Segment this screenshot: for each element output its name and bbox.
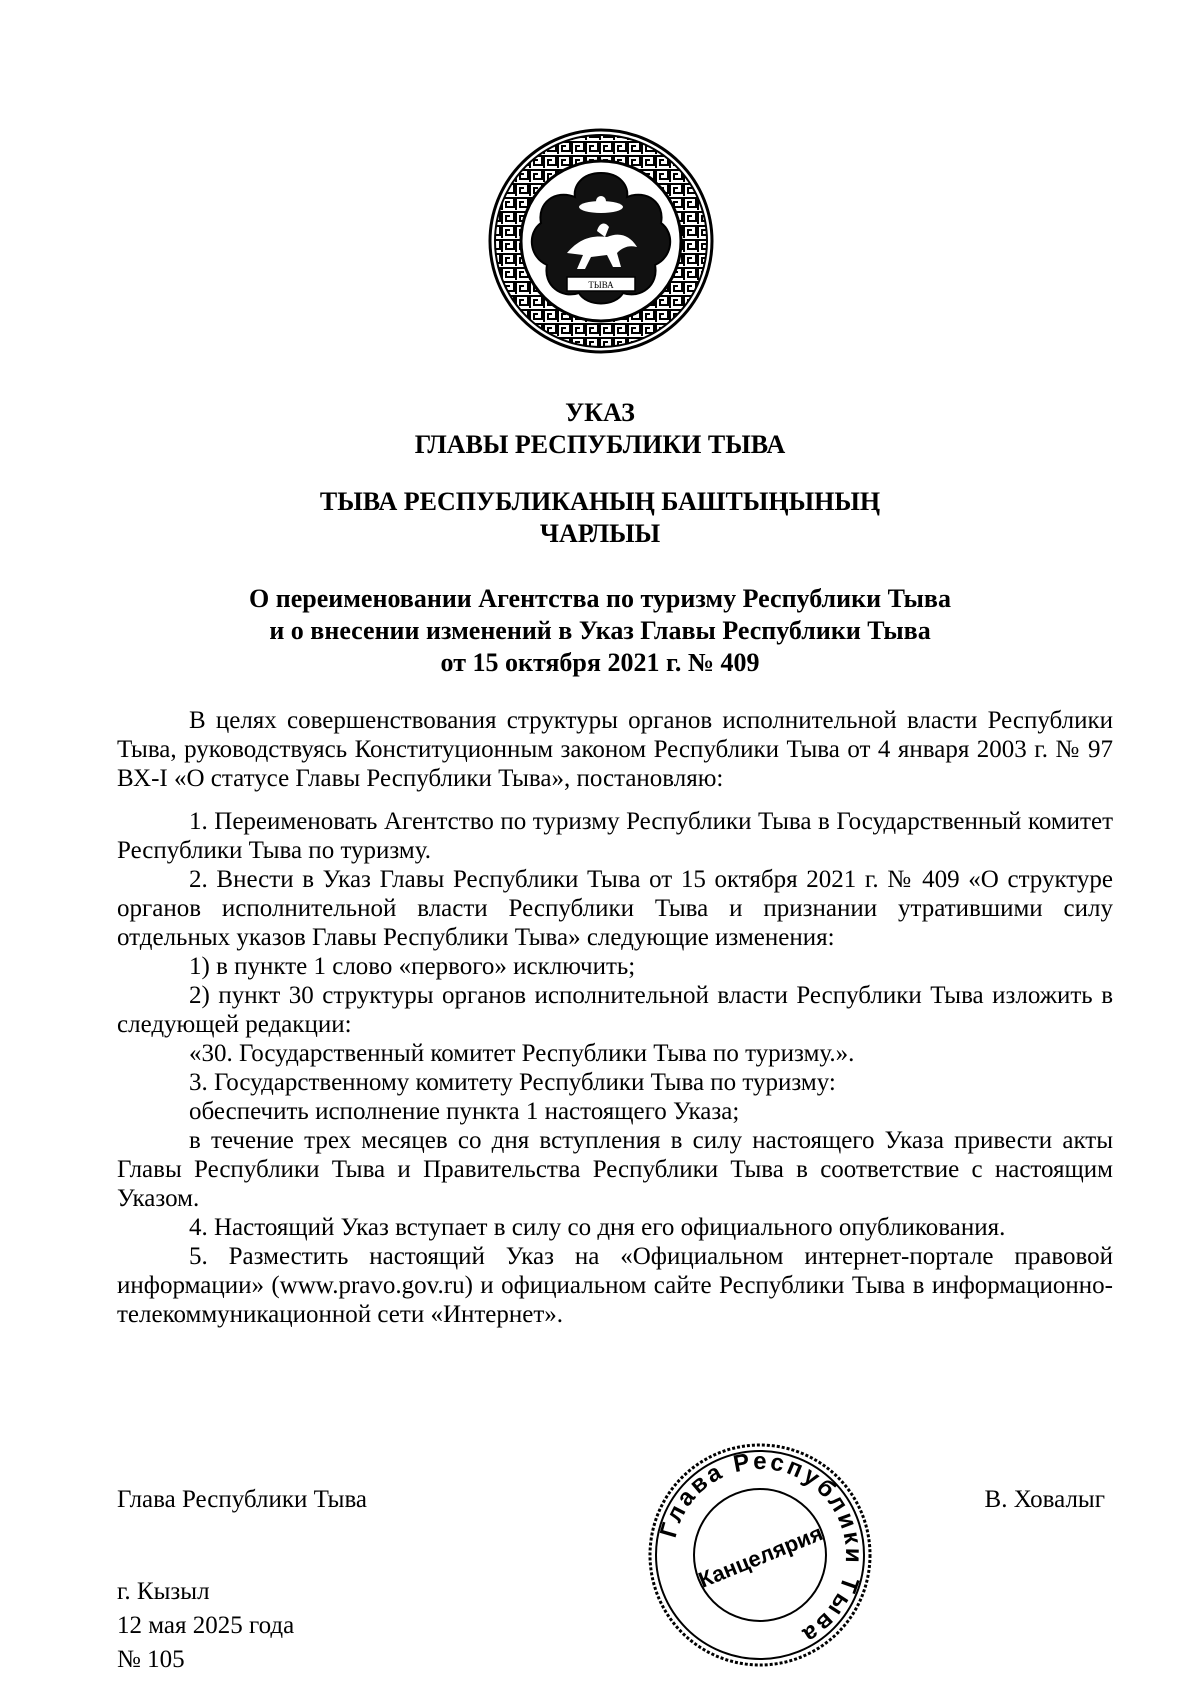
preamble-paragraph: В целях совершенствования структуры органов исполнительной власти Республики Тыва, руководствуясь Конституционным законом Республики Тыва от 4 января 2003 г. № 97 ВХ-I «О статусе Главы Республики Тыва», постановляю:	[117, 707, 1113, 792]
item-2-1-paragraph: 1) в пункте 1 слово «первого» исключить;	[189, 953, 636, 980]
coat-of-arms-emblem	[487, 127, 715, 355]
tuvan-title-line-1: ТЫВА РЕСПУБЛИКАНЫҢ БАШТЫҢЫНЫҢ	[319, 487, 881, 516]
decree-title-tuvan	[0, 486, 1200, 550]
signatory-position: Глава Республики Тыва	[117, 1486, 368, 1513]
item-4-paragraph: 4. Настоящий Указ вступает в силу со дня его официального опубликования.	[189, 1214, 1006, 1241]
tuva-coat-of-arms-icon	[487, 127, 715, 355]
item-2-2-quote: «30. Государственный комитет Республики Тыва по туризму.».	[189, 1040, 855, 1067]
item-3-a-paragraph: обеспечить исполнение пункта 1 настоящего Указа;	[189, 1098, 740, 1125]
subject-line-1: О переименовании Агентства по туризму Республики Тыва	[249, 584, 951, 613]
item-3-paragraph: 3. Государственному комитету Республики Тыва по туризму:	[189, 1069, 836, 1096]
title-line-ukaz: УКАЗ	[565, 398, 635, 427]
office-stamp	[645, 1440, 875, 1670]
subject-line-2: и о внесении изменений в Указ Главы Республики Тыва	[269, 616, 931, 645]
decree-subject	[0, 583, 1200, 679]
svg-text:ТЫВА: ТЫВА	[588, 280, 614, 290]
item-3-b-paragraph: в течение трех месяцев со дня вступления в силу настоящего Указа привести акты Главы Республики Тыва и Правительства Республики Тыва в соответствие с настоящим Указом.	[117, 1127, 1113, 1212]
item-5-paragraph: 5. Разместить настоящий Указ на «Официальном интернет-портале правовой информации» (www.pravo.gov.ru) и официальном сайте Республики Тыва в информационно-телекоммуникационной сети «Интернет».	[117, 1243, 1113, 1328]
subject-line-3: от 15 октября 2021 г. № 409	[440, 648, 760, 677]
decree-title	[0, 397, 1200, 461]
decree-number-line: № 105	[117, 1646, 185, 1673]
office-stamp-icon	[645, 1440, 875, 1670]
place-date-number	[117, 1575, 294, 1677]
item-1-paragraph: 1. Переименовать Агентство по туризму Республики Тыва в Государственный комитет Республики Тыва по туризму.	[117, 808, 1113, 864]
signatory-name: В. Ховалыг	[984, 1486, 1105, 1513]
svg-text:Глава Республики Тыва: Глава Республики Тыва	[654, 1447, 868, 1650]
item-2-2-paragraph: 2) пункт 30 структуры органов исполнительной власти Республики Тыва изложить в следующей редакции:	[117, 982, 1113, 1038]
date-line: 12 мая 2025 года	[117, 1612, 295, 1639]
svg-text:Канцелярия: Канцелярия	[694, 1520, 827, 1593]
title-line-head: ГЛАВЫ РЕСПУБЛИКИ ТЫВА	[414, 430, 786, 459]
decree-body	[117, 706, 1113, 1329]
tuvan-title-line-2: ЧАРЛЫЫ	[539, 519, 661, 548]
item-2-paragraph: 2. Внести в Указ Главы Республики Тыва от 15 октября 2021 г. № 409 «О структуре органов исполнительной власти Республики Тыва и признании утратившими силу отдельных указов Главы Республики Тыва» следующие изменения:	[117, 866, 1113, 951]
city-line: г. Кызыл	[117, 1578, 210, 1605]
